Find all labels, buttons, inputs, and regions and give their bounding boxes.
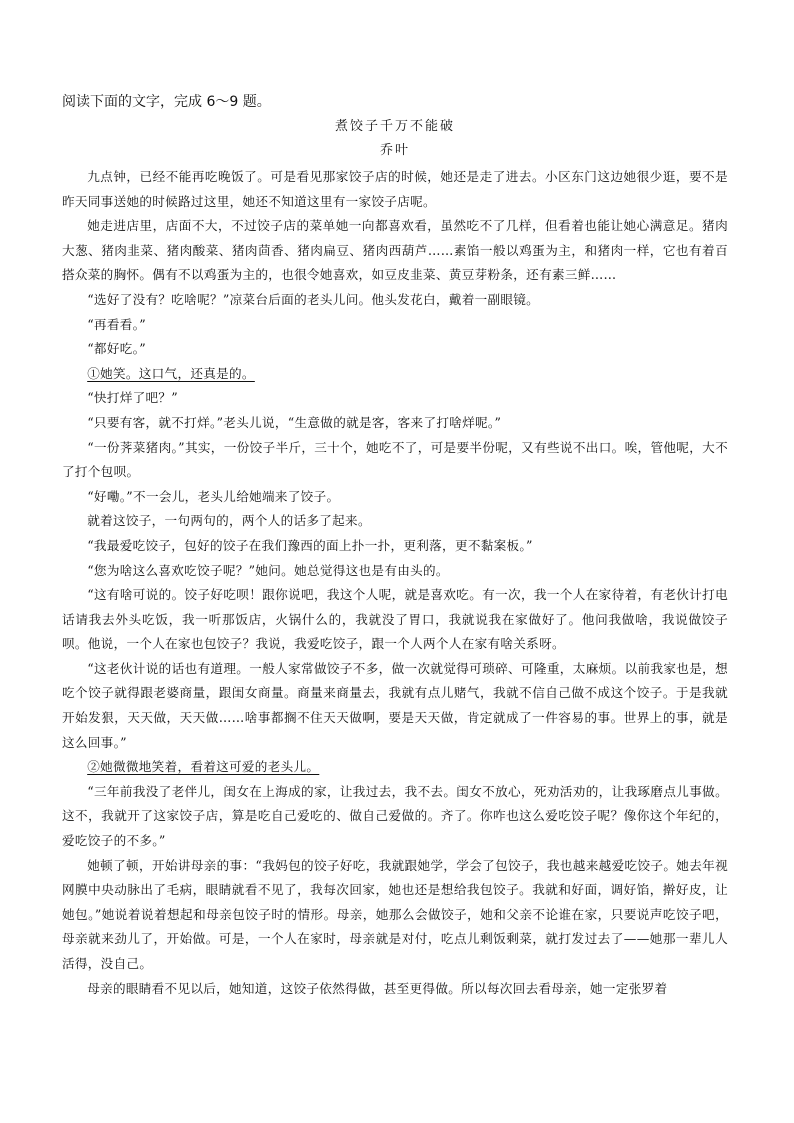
paragraph: “三年前我没了老伴儿，闺女在上海成的家，让我过去，我不去。闺女不放心，死劝活劝的，让我琢磨点儿事做。这不，我就开了这家饺子店，算是吃自己爱吃的、做自己爱做的。齐了。你咋也这么爱吃饺子呢？像你这个年纪的，爱吃饺子的不多。” bbox=[62, 783, 728, 849]
underlined-sentence-1 bbox=[62, 362, 728, 387]
underlined-text: ①她笑。这口气，还真是的。 bbox=[87, 365, 255, 381]
article-author: 乔叶 bbox=[379, 143, 410, 158]
paragraph: “这老伙计说的话也有道理。一般人家常做饺子不多，做一次就觉得可琐碎、可隆重，太麻烦。以前我家也是，想吃个饺子就得跟老婆商量，跟闺女商量。商量来商量去，我就有点儿赌气，我就不信自己做不成这个饺子。于是我就开始发狠，天天做，天天做……啥事都搁不住天天做啊，要是天天做，肯定就成了一件容易的事。世界上的事，就是这么回事。” bbox=[62, 660, 728, 750]
paragraph: 她顿了顿，开始讲母亲的事：“我妈包的饺子好吃，我就跟她学，学会了包饺子，我也越来越爱吃饺子。她去年视网膜中央动脉出了毛病，眼睛就看不见了，我每次回家，她也还是想给我包饺子。我就和好面，调好馅，擀好皮，让她包。”她说着说着想起和母亲包饺子时的情形。母亲，她那么会做饺子，她和父亲不论谁在家，只要说声吃饺子吧，母亲就来劲儿了，开始做。可是，一个人在家时，母亲就是对付，吃点儿剩饭剩菜，就打发过去了——她那一辈儿人活得，没自己。 bbox=[62, 857, 728, 971]
paragraph: 她走进店里，店面不大，不过饺子店的菜单她一向都喜欢看，虽然吃不了几样，但看着也能让她心满意足。猪肉大葱、猪肉韭菜、猪肉酸菜、猪肉茴香、猪肉扁豆、猪肉西葫芦……素馅一般以鸡蛋为主，和猪肉一样，它也有着百搭众菜的胸怀。偶有不以鸡蛋为主的，也很令她喜欢，如豆皮韭菜、黄豆芽粉条，还有素三鲜…… bbox=[62, 218, 728, 283]
underlined-sentence-2 bbox=[62, 755, 728, 780]
article-body bbox=[62, 165, 728, 1001]
paragraph: 母亲的眼睛看不见以后，她知道，这饺子依然得做，甚至更得做。所以每次回去看母亲，她一定张罗着 bbox=[87, 980, 668, 996]
paragraph: “一份荠菜猪肉。”其实，一份饺子半斤，三十个，她吃不了，可是要半份呢，又有些说不出口。唉，管他呢，大不了打个包呗。 bbox=[62, 439, 728, 480]
paragraph: “快打烊了吧？” bbox=[87, 390, 179, 406]
article-title: 煮饺子千万不能破 bbox=[334, 119, 455, 134]
paragraph: “只要有客，就不打烊。”老头儿说，“生意做的就是客，客来了打啥烊呢。” bbox=[87, 414, 502, 430]
reading-instruction: 阅读下面的文字，完成 6～9 题。 bbox=[62, 94, 271, 110]
underlined-text: ②她微微地笑着，看着这可爱的老头儿。 bbox=[87, 759, 320, 775]
paragraph: “选好了没有？吃啥呢？”凉菜台后面的老头儿问。他头发花白，戴着一副眼镜。 bbox=[87, 291, 540, 307]
paragraph: “都好吃。” bbox=[87, 341, 146, 357]
paragraph: “好嘞。”不一会儿，老头儿给她端来了饺子。 bbox=[87, 488, 340, 504]
paragraph: “这有啥可说的。饺子好吃呗！跟你说吧，我这个人呢，就是喜欢吃。有一次，我一个人在家待着，有老伙计打电话请我去外头吃饭，我一听那饭店，火锅什么的，我就没了胃口，我就说我在家做好了。他问我做啥，我说做饺子呗。他说，一个人在家也包饺子？我说，我爱吃饺子，跟一个人两个人在家有啥关系呀。 bbox=[62, 587, 728, 652]
paragraph: “再看看。” bbox=[87, 316, 146, 332]
paragraph: “我最爱吃饺子，包好的饺子在我们豫西的面上扑一扑，更利落，更不黏案板。” bbox=[87, 537, 533, 553]
paragraph: 九点钟，已经不能再吃晚饭了。可是看见那家饺子店的时候，她还是走了进去。小区东门这边她很少逛，要不是昨天同事送她的时候路过这里，她还不知道这里有一家饺子店呢。 bbox=[62, 169, 728, 209]
paragraph: 就着这饺子，一句两句的，两个人的话多了起来。 bbox=[87, 513, 371, 529]
paragraph: “您为啥这么喜欢吃饺子呢？”她问。她总觉得这也是有由头的。 bbox=[87, 562, 449, 578]
